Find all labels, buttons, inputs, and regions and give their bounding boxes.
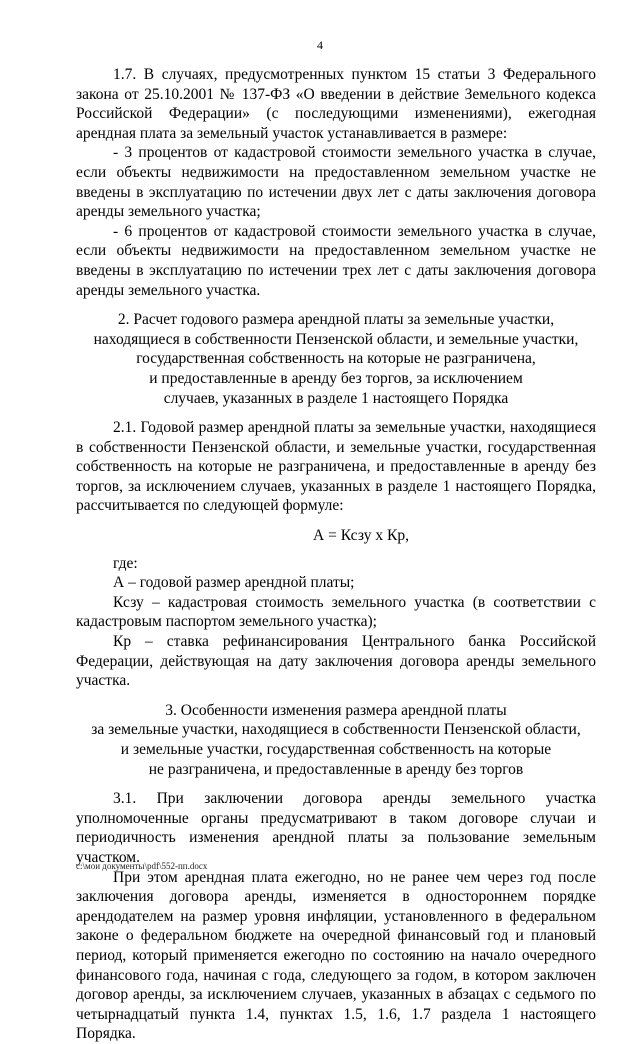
heading-line: 3. Особенности изменения размера арендной платы [165,701,507,719]
definition-a: А – годовой размер арендной платы; [113,574,355,592]
heading-line: государственная собственность на которые не разграничена, [136,350,536,368]
where-label: где: [113,554,138,572]
heading-line: 2. Расчет годового размера арендной платы за земельные участки, [117,311,555,329]
bullet-6-percent: - 6 процентов от кадастровой стоимости земельного участка в случае, если объекты недвижимости на предоставленном земельном участке не введены в эксплуатацию по истечении трех лет с даты заключения договора аренды земельного участка. [76,222,596,299]
heading-line: за земельные участки, находящиеся в собственности Пензенской области, [91,721,581,739]
heading-line: и земельные участки, государственная собственность на которые [120,741,552,758]
heading-line: находящиеся в собственности Пензенской области, и земельные участки, [93,330,579,348]
paragraph-3-1-continued: При этом арендная плата ежегодно, но не ранее чем через год после заключения договора аренды, изменяется в одностороннем порядке арендодателем на размер уровня инфляции, установленного в федеральном законе о федеральном бюджете на очередной финансовый год и плановый период, который применяется ежегодно по состоянию на начало очередного финансового года, начиная с года, следующего за годом, в котором заключен договор аренды, за исключением случаев, указанных в абзацах с седьмого по четырнадцатый пункта 1.4, пунктах 1.5, 1.6, 1.7 раздела 1 настоящего Порядка. [76,868,596,1043]
heading-line: случаев, указанных в разделе 1 настоящего Порядка [163,389,509,407]
paragraph-3-1: 3.1. При заключении договора аренды земельного участка уполномоченные органы предусматривают в таком договоре случаи и периодичность изменения арендной платы за пользование земельным участком. [76,790,596,866]
paragraph-1-7: 1.7. В случаях, предусмотренных пунктом 15 статьи 3 Федерального закона от 25.10.2001 № 137-ФЗ «О введении в действие Земельного кодекса Российской Федерации» (с последующими изменениями), ежегодная арендная плата за земельный участок устанавливается в размере: [76,66,596,142]
paragraph-2-1: 2.1. Годовой размер арендной платы за земельные участки, находящиеся в собственности Пензенской области, и земельные участки, государственная собственность на которые не разграничена, и предоставленные в аренду без торгов, за исключением случаев, указанных в разделе 1 настоящего Порядка, рассчитывается по следующей формуле: [76,419,596,515]
document-body [76,65,596,1044]
page-number: 4 [317,38,323,52]
section-3-heading [76,701,596,779]
section-2-heading [76,310,596,408]
heading-line: не разграничена, и предоставленные в аренду без торгов [148,760,524,778]
rent-formula: А = Ксзу х Кр, [313,527,409,545]
heading-line: и предоставленные в аренду без торгов, за исключением [149,369,523,387]
definition-kszu: Ксзу – кадастровая стоимость земельного участка (в соответствии с кадастровым паспортом земельного участка); [76,593,596,631]
bullet-3-percent: - 3 процентов от кадастровой стоимости земельного участка в случае, если объекты недвижимости на предоставленном земельном участке не введены в эксплуатацию по истечении двух лет с даты заключения договора аренды земельного участка; [76,144,596,221]
definition-kr: Кр – ставка рефинансирования Центрального банка Российской Федерации, действующая на дату заключения договора аренды земельного участка. [76,633,596,690]
file-path-footer: c:\мои документы\pdf\552-пп.docx [76,861,208,871]
